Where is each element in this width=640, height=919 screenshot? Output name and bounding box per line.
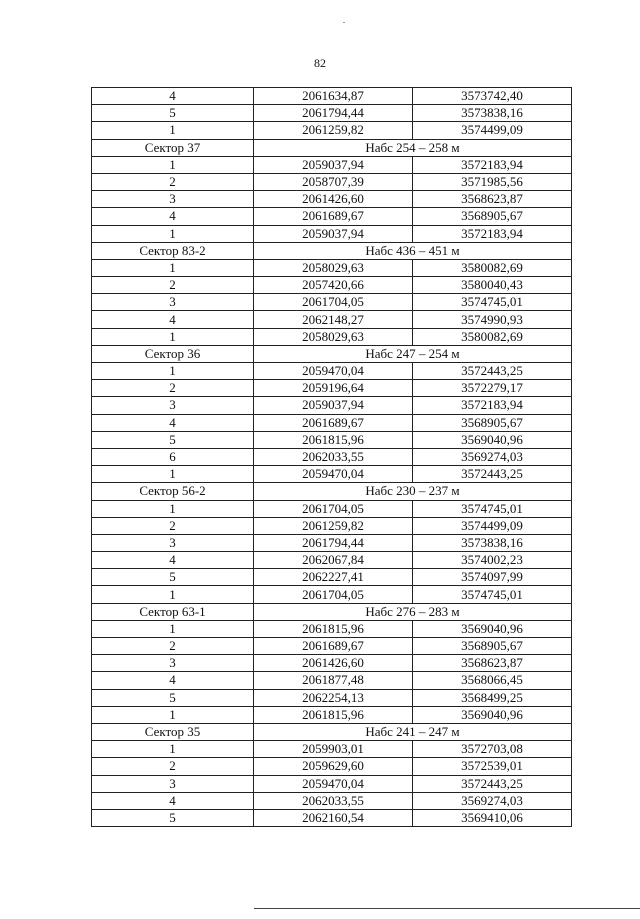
point-row bbox=[92, 792, 572, 809]
coordinate-x: 2059629,60 bbox=[254, 758, 413, 775]
coordinate-x: 2062227,41 bbox=[254, 569, 413, 586]
coordinate-x: 2061704,05 bbox=[254, 500, 413, 517]
point-row bbox=[92, 809, 572, 826]
scan-edge-line bbox=[254, 908, 640, 909]
coordinate-x: 2061689,67 bbox=[254, 208, 413, 225]
coordinate-y: 3572703,08 bbox=[413, 741, 572, 758]
coordinate-x: 2061877,48 bbox=[254, 672, 413, 689]
point-number: 1 bbox=[92, 620, 254, 637]
point-number: 4 bbox=[92, 792, 254, 809]
coordinate-y: 3580040,43 bbox=[413, 277, 572, 294]
point-row bbox=[92, 569, 572, 586]
point-row bbox=[92, 466, 572, 483]
coordinate-x: 2058029,63 bbox=[254, 259, 413, 276]
point-number: 1 bbox=[92, 466, 254, 483]
point-row bbox=[92, 173, 572, 190]
point-number: 1 bbox=[92, 328, 254, 345]
coordinate-x: 2059470,04 bbox=[254, 775, 413, 792]
point-number: 1 bbox=[92, 225, 254, 242]
coordinate-x: 2062148,27 bbox=[254, 311, 413, 328]
point-row bbox=[92, 500, 572, 517]
sector-header-row bbox=[92, 723, 572, 740]
point-number: 2 bbox=[92, 758, 254, 775]
point-number: 5 bbox=[92, 431, 254, 448]
sector-name: Сектор 36 bbox=[92, 345, 254, 362]
coordinate-x: 2058707,39 bbox=[254, 173, 413, 190]
point-row bbox=[92, 122, 572, 139]
sector-name: Сектор 37 bbox=[92, 139, 254, 156]
height-range: Набс 241 – 247 м bbox=[254, 723, 572, 740]
coordinate-y: 3572443,25 bbox=[413, 363, 572, 380]
sector-header-row bbox=[92, 483, 572, 500]
sector-name: Сектор 63-1 bbox=[92, 603, 254, 620]
point-row bbox=[92, 689, 572, 706]
height-range: Набс 247 – 254 м bbox=[254, 345, 572, 362]
point-row bbox=[92, 758, 572, 775]
point-number: 6 bbox=[92, 448, 254, 465]
sector-name: Сектор 35 bbox=[92, 723, 254, 740]
coordinate-y: 3571985,56 bbox=[413, 173, 572, 190]
point-number: 3 bbox=[92, 294, 254, 311]
coordinate-y: 3574990,93 bbox=[413, 311, 572, 328]
coordinate-y: 3573838,16 bbox=[413, 105, 572, 122]
coordinate-x: 2059037,94 bbox=[254, 397, 413, 414]
point-number: 5 bbox=[92, 689, 254, 706]
point-number: 2 bbox=[92, 173, 254, 190]
point-row bbox=[92, 638, 572, 655]
coordinate-y: 3569040,96 bbox=[413, 706, 572, 723]
point-number: 1 bbox=[92, 706, 254, 723]
point-number: 3 bbox=[92, 655, 254, 672]
point-row bbox=[92, 380, 572, 397]
coordinate-y: 3572443,25 bbox=[413, 466, 572, 483]
point-row bbox=[92, 311, 572, 328]
point-row bbox=[92, 706, 572, 723]
point-row bbox=[92, 431, 572, 448]
point-row bbox=[92, 88, 572, 105]
point-number: 3 bbox=[92, 191, 254, 208]
sector-header-row bbox=[92, 345, 572, 362]
coordinate-x: 2062033,55 bbox=[254, 792, 413, 809]
point-number: 5 bbox=[92, 809, 254, 826]
coordinate-x: 2061689,67 bbox=[254, 638, 413, 655]
point-row bbox=[92, 534, 572, 551]
point-row bbox=[92, 105, 572, 122]
coordinate-x: 2059470,04 bbox=[254, 466, 413, 483]
coordinate-y: 3574499,09 bbox=[413, 122, 572, 139]
point-row bbox=[92, 191, 572, 208]
sector-header-row bbox=[92, 242, 572, 259]
coordinate-x: 2058029,63 bbox=[254, 328, 413, 345]
point-number: 4 bbox=[92, 552, 254, 569]
coordinate-x: 2061815,96 bbox=[254, 431, 413, 448]
coordinate-y: 3574745,01 bbox=[413, 294, 572, 311]
point-row bbox=[92, 775, 572, 792]
coordinate-y: 3572183,94 bbox=[413, 397, 572, 414]
coordinate-x: 2061259,82 bbox=[254, 122, 413, 139]
coordinate-x: 2061815,96 bbox=[254, 706, 413, 723]
coordinate-y: 3574097,99 bbox=[413, 569, 572, 586]
coordinate-y: 3568066,45 bbox=[413, 672, 572, 689]
scan-speck bbox=[343, 22, 345, 23]
point-row bbox=[92, 277, 572, 294]
coordinate-y: 3572279,17 bbox=[413, 380, 572, 397]
point-number: 1 bbox=[92, 363, 254, 380]
coordinate-x: 2061704,05 bbox=[254, 586, 413, 603]
coordinate-y: 3580082,69 bbox=[413, 328, 572, 345]
point-number: 4 bbox=[92, 672, 254, 689]
point-row bbox=[92, 156, 572, 173]
coordinate-x: 2061426,60 bbox=[254, 655, 413, 672]
height-range: Набс 436 – 451 м bbox=[254, 242, 572, 259]
point-number: 4 bbox=[92, 208, 254, 225]
point-row bbox=[92, 517, 572, 534]
coordinate-y: 3569410,06 bbox=[413, 809, 572, 826]
coordinate-y: 3569040,96 bbox=[413, 620, 572, 637]
coordinate-x: 2061794,44 bbox=[254, 534, 413, 551]
coordinate-x: 2059903,01 bbox=[254, 741, 413, 758]
point-number: 2 bbox=[92, 277, 254, 294]
coordinate-y: 3574745,01 bbox=[413, 586, 572, 603]
point-row bbox=[92, 363, 572, 380]
coordinates-table-body bbox=[92, 88, 572, 827]
coordinate-y: 3568905,67 bbox=[413, 208, 572, 225]
coordinate-y: 3574745,01 bbox=[413, 500, 572, 517]
coordinate-x: 2059196,64 bbox=[254, 380, 413, 397]
point-number: 1 bbox=[92, 156, 254, 173]
point-row bbox=[92, 552, 572, 569]
point-number: 5 bbox=[92, 569, 254, 586]
point-row bbox=[92, 225, 572, 242]
point-number: 4 bbox=[92, 88, 254, 105]
coordinate-x: 2062033,55 bbox=[254, 448, 413, 465]
coordinate-x: 2057420,66 bbox=[254, 277, 413, 294]
coordinate-y: 3572183,94 bbox=[413, 156, 572, 173]
sector-name: Сектор 56-2 bbox=[92, 483, 254, 500]
point-number: 1 bbox=[92, 586, 254, 603]
sector-header-row bbox=[92, 139, 572, 156]
coordinate-y: 3569274,03 bbox=[413, 448, 572, 465]
sector-name: Сектор 83-2 bbox=[92, 242, 254, 259]
coordinate-x: 2059470,04 bbox=[254, 363, 413, 380]
point-number: 1 bbox=[92, 741, 254, 758]
coordinate-y: 3569274,03 bbox=[413, 792, 572, 809]
coordinate-y: 3568623,87 bbox=[413, 191, 572, 208]
point-number: 3 bbox=[92, 775, 254, 792]
coordinate-x: 2062160,54 bbox=[254, 809, 413, 826]
height-range: Набс 276 – 283 м bbox=[254, 603, 572, 620]
point-number: 5 bbox=[92, 105, 254, 122]
sector-header-row bbox=[92, 603, 572, 620]
coordinate-x: 2059037,94 bbox=[254, 156, 413, 173]
coordinate-y: 3572183,94 bbox=[413, 225, 572, 242]
point-number: 4 bbox=[92, 414, 254, 431]
page-number: 82 bbox=[314, 56, 326, 70]
height-range: Набс 230 – 237 м bbox=[254, 483, 572, 500]
coordinate-y: 3573742,40 bbox=[413, 88, 572, 105]
coordinate-x: 2062067,84 bbox=[254, 552, 413, 569]
coordinate-y: 3568499,25 bbox=[413, 689, 572, 706]
coordinate-x: 2061689,67 bbox=[254, 414, 413, 431]
coordinate-x: 2061794,44 bbox=[254, 105, 413, 122]
point-row bbox=[92, 586, 572, 603]
point-row bbox=[92, 448, 572, 465]
point-number: 1 bbox=[92, 259, 254, 276]
point-row bbox=[92, 259, 572, 276]
point-number: 1 bbox=[92, 122, 254, 139]
point-number: 1 bbox=[92, 500, 254, 517]
coordinate-y: 3573838,16 bbox=[413, 534, 572, 551]
coordinate-y: 3569040,96 bbox=[413, 431, 572, 448]
coordinate-y: 3580082,69 bbox=[413, 259, 572, 276]
coordinate-x: 2061426,60 bbox=[254, 191, 413, 208]
point-row bbox=[92, 741, 572, 758]
coordinate-y: 3574002,23 bbox=[413, 552, 572, 569]
point-row bbox=[92, 294, 572, 311]
point-row bbox=[92, 620, 572, 637]
coordinate-y: 3572539,01 bbox=[413, 758, 572, 775]
point-number: 2 bbox=[92, 638, 254, 655]
coordinate-y: 3568905,67 bbox=[413, 638, 572, 655]
point-number: 2 bbox=[92, 380, 254, 397]
coordinate-x: 2061634,87 bbox=[254, 88, 413, 105]
coordinate-x: 2061704,05 bbox=[254, 294, 413, 311]
height-range: Набс 254 – 258 м bbox=[254, 139, 572, 156]
coordinate-y: 3568905,67 bbox=[413, 414, 572, 431]
coordinates-table bbox=[91, 87, 572, 827]
coordinate-x: 2061815,96 bbox=[254, 620, 413, 637]
point-number: 4 bbox=[92, 311, 254, 328]
point-row bbox=[92, 414, 572, 431]
point-row bbox=[92, 655, 572, 672]
coordinate-y: 3568623,87 bbox=[413, 655, 572, 672]
point-row bbox=[92, 672, 572, 689]
coordinate-y: 3572443,25 bbox=[413, 775, 572, 792]
point-number: 2 bbox=[92, 517, 254, 534]
point-number: 3 bbox=[92, 397, 254, 414]
point-number: 3 bbox=[92, 534, 254, 551]
point-row bbox=[92, 208, 572, 225]
coordinate-x: 2059037,94 bbox=[254, 225, 413, 242]
coordinate-x: 2062254,13 bbox=[254, 689, 413, 706]
coordinate-x: 2061259,82 bbox=[254, 517, 413, 534]
point-row bbox=[92, 397, 572, 414]
coordinate-y: 3574499,09 bbox=[413, 517, 572, 534]
point-row bbox=[92, 328, 572, 345]
